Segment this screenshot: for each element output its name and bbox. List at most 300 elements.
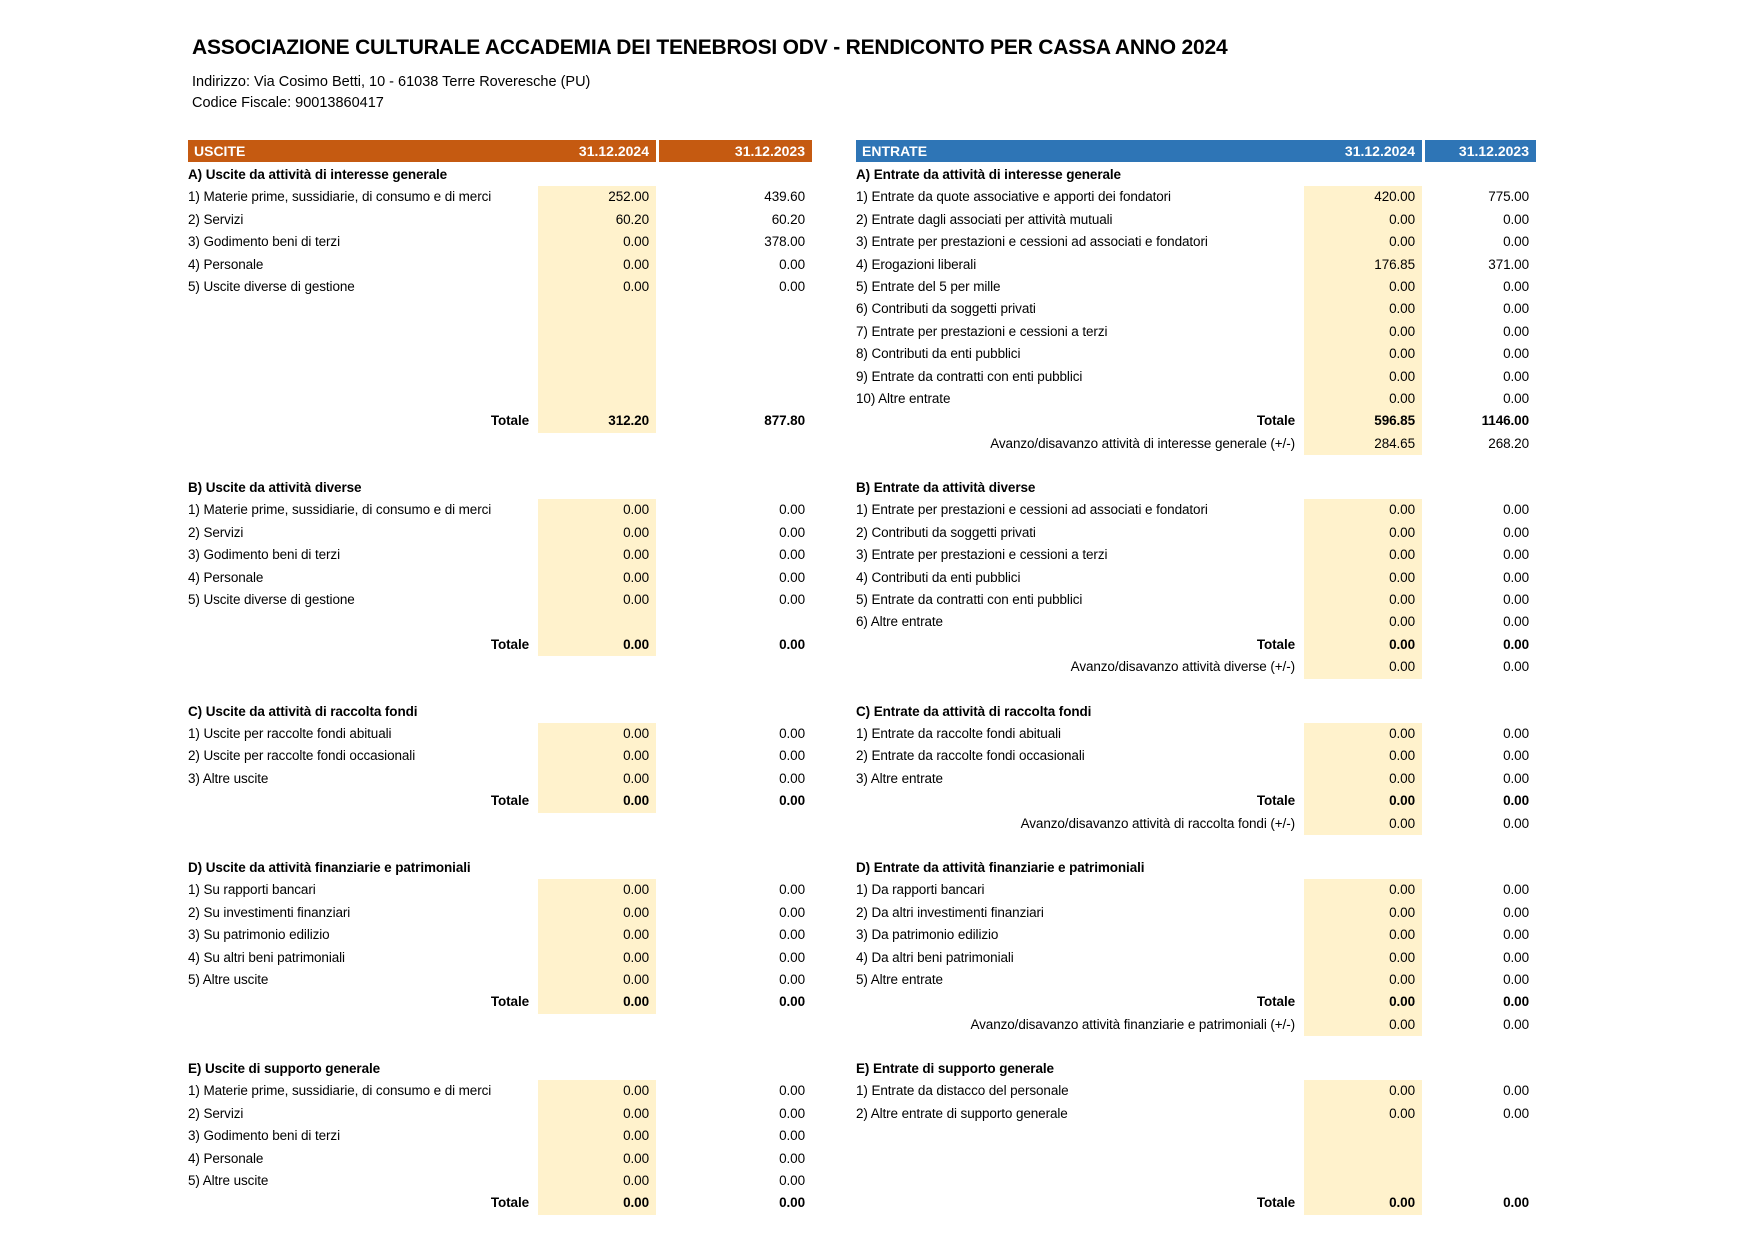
row-label [188,343,538,365]
value-2024: 0.00 [1304,991,1422,1013]
row-label: Totale [1256,413,1295,429]
uscite-header-label: USCITE [194,143,246,159]
value-2024: 0.00 [538,634,656,656]
row-label: C) Uscite da attività di raccolta fondi [188,703,418,719]
item-row [188,969,812,991]
value-2024: 0.00 [1304,947,1422,969]
value-2024: 312.20 [538,410,656,432]
row-label: 1) Entrate per prestazioni e cessioni ad associati e fondatori [856,502,1208,518]
value-2023: 0.00 [779,1173,805,1189]
item-row [188,879,812,901]
row-label: 4) Personale [188,1150,264,1166]
value-2023: 775.00 [1488,189,1529,205]
row-label: 3) Altre entrate [856,770,943,786]
value-2024: 0.00 [1304,1014,1422,1036]
value-2023 [1422,477,1536,499]
value-2023: 0.00 [1503,346,1529,362]
value-2023: 0.00 [779,1150,805,1166]
value-2023 [656,477,812,499]
value-2023: 0.00 [1503,994,1529,1010]
value-2024: 0.00 [1304,969,1422,991]
avanzo-row [856,433,1536,455]
totale-row [188,1192,812,1214]
item-row [856,745,1536,767]
value-2023: 0.00 [779,882,805,898]
row-label: Avanzo/disavanzo attività di interesse generale (+/-) [990,435,1295,451]
value-2024: 0.00 [538,879,656,901]
value-2023: 0.00 [779,524,805,540]
section-title-row [188,1058,812,1080]
value-2023: 0.00 [779,748,805,764]
value-2023: 0.00 [1503,211,1529,227]
item-row [856,321,1536,343]
row-label: Totale [490,1195,529,1211]
row-label: 4) Su altri beni patrimoniali [188,949,345,965]
value-2024: 0.00 [538,567,656,589]
row-label: 7) Entrate per prestazioni e cessioni a terzi [856,323,1108,339]
value-2023: 0.00 [779,1128,805,1144]
value-2023: 0.00 [1503,547,1529,563]
value-2024 [538,388,656,410]
value-2024: 0.00 [1304,589,1422,611]
value-2024: 0.00 [1304,723,1422,745]
item-row [188,186,812,208]
value-2023: 0.00 [1503,301,1529,317]
row-label: 5) Uscite diverse di gestione [188,592,355,608]
item-row [856,186,1536,208]
value-2023: 0.00 [1503,592,1529,608]
page-title: ASSOCIAZIONE CULTURALE ACCADEMIA DEI TENEBROSI ODV - RENDICONTO PER CASSA ANNO 2024 [192,36,1228,59]
row-label: Totale [1256,636,1295,652]
row-label: 2) Servizi [188,211,244,227]
value-2023: 0.00 [779,904,805,920]
value-2023: 0.00 [1503,390,1529,406]
row-label: 10) Altre entrate [856,390,951,406]
value-2023: 0.00 [1503,949,1529,965]
value-2024: 0.00 [1304,611,1422,633]
value-2023 [1422,1148,1536,1170]
value-2023: 378.00 [764,234,805,250]
uscite-col-2023-header: 31.12.2023 [656,140,812,162]
row-label: 1) Su rapporti bancari [188,882,316,898]
value-2024: 0.00 [538,991,656,1013]
row-label: Totale [1256,994,1295,1010]
row-label: 1) Materie prime, sussidiarie, di consumo e di merci [188,189,492,205]
value-2024: 0.00 [1304,634,1422,656]
empty-row [188,388,812,410]
value-2024: 0.00 [538,969,656,991]
value-2023 [656,1014,812,1036]
section-uscite-d [188,857,812,1036]
value-2023: 0.00 [779,547,805,563]
document-header [0,0,1754,114]
value-2024: 0.00 [538,231,656,253]
value-2024: 0.00 [538,723,656,745]
row-label: 4) Personale [188,256,264,272]
item-row [188,1125,812,1147]
totale-row [188,790,812,812]
item-row [188,254,812,276]
section-title-row [856,857,1536,879]
value-2024: 0.00 [538,544,656,566]
value-2024 [538,1014,656,1036]
row-label: E) Uscite di supporto generale [188,1061,381,1077]
row-label: 1) Uscite per raccolte fondi abituali [188,725,392,741]
row-label: 4) Personale [188,569,264,585]
item-row [188,499,812,521]
row-label: 5) Altre entrate [856,971,943,987]
section-entrate-c [856,701,1536,835]
row-label: 2) Entrate da raccolte fondi occasionali [856,748,1085,764]
value-2024: 0.00 [1304,1080,1422,1102]
totale-row [856,410,1536,432]
value-2023 [656,343,812,365]
row-label: 9) Entrate da contratti con enti pubblici [856,368,1083,384]
value-2023 [656,321,812,343]
value-2024: 0.00 [1304,567,1422,589]
section-title-row [856,164,1536,186]
value-2024: 0.00 [1304,499,1422,521]
value-2023 [656,366,812,388]
row-label: 2) Entrate dagli associati per attività mutuali [856,211,1113,227]
value-2023: 0.00 [779,1195,805,1211]
empty-row [856,1148,1536,1170]
row-label: D) Uscite da attività finanziarie e patrimoniali [188,859,471,875]
row-label: 4) Erogazioni liberali [856,256,977,272]
item-row [856,522,1536,544]
item-row [856,879,1536,901]
value-2023 [656,611,812,633]
row-label [188,388,538,410]
row-label: 1) Materie prime, sussidiarie, di consumo e di merci [188,502,492,518]
value-2023 [656,857,812,879]
value-2024: 0.00 [1304,879,1422,901]
row-label: A) Entrate da attività di interesse generale [856,167,1121,182]
value-2024: 0.00 [1304,1103,1422,1125]
value-2024: 0.00 [538,254,656,276]
value-2023: 0.00 [779,994,805,1010]
totale-row [856,1192,1536,1214]
row-label: E) Entrate di supporto generale [856,1061,1054,1077]
row-label: 2) Altre entrate di supporto generale [856,1105,1068,1121]
row-label [188,611,538,633]
item-row [188,1103,812,1125]
row-label: Avanzo/disavanzo attività finanziarie e patrimoniali (+/-) [970,1016,1295,1032]
value-2024: 0.00 [538,1125,656,1147]
value-2024: 0.00 [1304,790,1422,812]
value-2024: 0.00 [1304,388,1422,410]
value-2024: 0.00 [1304,745,1422,767]
value-2023: 0.00 [1503,659,1529,675]
row-label: 5) Altre uscite [188,971,269,987]
item-row [856,343,1536,365]
value-2024: 0.00 [538,768,656,790]
value-2024 [1304,701,1422,723]
row-label [188,298,538,320]
item-row [188,1080,812,1102]
section-entrate-e [856,1058,1536,1215]
row-label: Totale [490,636,529,652]
value-2023: 877.80 [764,413,805,429]
value-2023: 0.00 [1503,1195,1529,1211]
value-2024 [538,701,656,723]
row-label: 5) Entrate del 5 per mille [856,278,1001,294]
row-label: 8) Contributi da enti pubblici [856,346,1021,362]
address-line: Indirizzo: Via Cosimo Betti, 10 - 61038 Terre Roveresche (PU) [192,74,591,90]
spacer-row [188,1014,812,1036]
item-row [856,768,1536,790]
value-2023 [656,433,812,455]
row-label: 6) Contributi da soggetti privati [856,301,1036,317]
avanzo-row [856,1014,1536,1036]
entrate-sections [856,164,1536,1215]
value-2023: 0.00 [1503,1083,1529,1099]
value-2024: 0.00 [1304,231,1422,253]
row-label: Totale [1256,793,1295,809]
totale-row [188,410,812,432]
value-2023: 0.00 [779,592,805,608]
value-2024: 0.00 [1304,656,1422,678]
value-2024 [538,477,656,499]
value-2024 [538,343,656,365]
row-label: A) Uscite da attività di interesse generale [188,167,448,182]
row-label: 1) Entrate da quote associative e apporti dei fondatori [856,189,1171,205]
value-2023 [1422,857,1536,879]
item-row [188,544,812,566]
item-row [856,544,1536,566]
value-2024: 176.85 [1304,254,1422,276]
row-label: Totale [490,793,529,809]
row-label: 2) Servizi [188,1105,244,1121]
empty-row [188,343,812,365]
value-2023: 0.00 [1503,234,1529,250]
value-2024 [538,433,656,455]
item-row [856,499,1536,521]
row-label: Totale [1256,1195,1295,1211]
value-2024: 0.00 [538,745,656,767]
row-label: 1) Entrate da distacco del personale [856,1083,1069,1099]
row-label [188,1014,538,1036]
value-2023: 0.00 [1503,770,1529,786]
value-2024 [1304,857,1422,879]
value-2024: 0.00 [538,589,656,611]
item-row [188,768,812,790]
section-uscite-e [188,1058,812,1215]
value-2023: 0.00 [779,971,805,987]
value-2023: 0.00 [1503,927,1529,943]
entrate-header-label: ENTRATE [862,143,928,159]
empty-row [856,1125,1536,1147]
item-row [188,1170,812,1192]
item-row [856,1080,1536,1102]
row-label: 2) Servizi [188,524,244,540]
row-label: 3) Da patrimonio edilizio [856,927,999,943]
row-label: 2) Su investimenti finanziari [188,904,351,920]
row-label: 3) Godimento beni di terzi [188,234,340,250]
item-row [856,231,1536,253]
value-2024: 0.00 [538,522,656,544]
spacer-row [188,656,812,678]
value-2024 [538,298,656,320]
value-2024: 0.00 [1304,1192,1422,1214]
value-2024: 0.00 [538,1192,656,1214]
value-2023: 0.00 [1503,725,1529,741]
value-2023: 0.00 [779,502,805,518]
value-2024: 596.85 [1304,410,1422,432]
row-label: Avanzo/disavanzo attività di raccolta fondi (+/-) [1020,815,1295,831]
row-label: B) Uscite da attività diverse [188,480,362,496]
value-2023: 0.00 [779,725,805,741]
totale-row [856,991,1536,1013]
empty-row [188,321,812,343]
uscite-header-bar [188,140,812,162]
value-2024: 284.65 [1304,433,1422,455]
avanzo-row [856,656,1536,678]
value-2023 [1422,1170,1536,1192]
row-label [856,1148,1304,1170]
section-title-row [188,857,812,879]
row-label: 6) Altre entrate [856,614,943,630]
value-2024 [538,321,656,343]
totale-row [856,634,1536,656]
value-2023: 1146.00 [1481,413,1529,429]
spacer-row [188,433,812,455]
value-2023 [656,656,812,678]
value-2024: 60.20 [538,209,656,231]
entrate-header-bar [856,140,1536,162]
value-2023: 0.00 [1503,502,1529,518]
section-entrate-d [856,857,1536,1036]
value-2024: 0.00 [1304,298,1422,320]
item-row [856,969,1536,991]
row-label: Totale [490,413,529,429]
value-2024 [538,656,656,678]
item-row [188,745,812,767]
value-2023: 0.00 [1503,323,1529,339]
value-2023: 0.00 [779,1105,805,1121]
item-row [188,522,812,544]
row-label: 1) Da rapporti bancari [856,882,985,898]
row-label: 4) Da altri beni patrimoniali [856,949,1014,965]
row-label: 3) Entrate per prestazioni e cessioni a terzi [856,547,1108,563]
section-title-row [856,1058,1536,1080]
value-2023 [656,701,812,723]
item-row [856,611,1536,633]
row-label [188,433,538,455]
value-2023: 0.00 [1503,636,1529,652]
row-label: 1) Materie prime, sussidiarie, di consumo e di merci [188,1083,492,1099]
value-2023: 60.20 [771,211,805,227]
value-2023: 0.00 [1503,524,1529,540]
value-2023 [656,388,812,410]
value-2023: 0.00 [779,770,805,786]
uscite-col-2024-header: 31.12.2024 [578,143,649,159]
value-2023 [1422,1058,1536,1080]
value-2023: 0.00 [1503,882,1529,898]
value-2024: 0.00 [1304,544,1422,566]
value-2023: 0.00 [1503,569,1529,585]
value-2023: 0.00 [779,927,805,943]
item-row [188,276,812,298]
value-2023: 0.00 [1503,614,1529,630]
row-label: 3) Su patrimonio edilizio [188,927,330,943]
item-row [188,723,812,745]
item-row [856,298,1536,320]
value-2024: 0.00 [538,902,656,924]
row-label: B) Entrate da attività diverse [856,480,1036,496]
row-label: 1) Entrate da raccolte fondi abituali [856,725,1061,741]
tables-area [188,140,1754,1237]
value-2023: 0.00 [1503,1016,1529,1032]
section-title-row [188,164,812,186]
row-label: 2) Contributi da soggetti privati [856,524,1036,540]
value-2024 [538,857,656,879]
item-row [856,567,1536,589]
value-2023: 0.00 [779,1083,805,1099]
row-label: 3) Altre uscite [188,770,269,786]
value-2024: 252.00 [538,186,656,208]
value-2024 [1304,1170,1422,1192]
item-row [188,209,812,231]
item-row [856,947,1536,969]
item-row [188,589,812,611]
value-2024: 0.00 [538,1103,656,1125]
value-2024: 0.00 [1304,321,1422,343]
row-label: D) Entrate da attività finanziarie e patrimoniali [856,859,1145,875]
avanzo-row [856,813,1536,835]
value-2023: 0.00 [779,949,805,965]
value-2024: 0.00 [538,276,656,298]
value-2023: 0.00 [1503,971,1529,987]
section-title-row [188,477,812,499]
value-2024: 0.00 [538,947,656,969]
value-2024: 420.00 [1304,186,1422,208]
value-2024 [1304,477,1422,499]
row-label: C) Entrate da attività di raccolta fondi [856,703,1092,719]
value-2024: 0.00 [538,924,656,946]
value-2024 [1304,164,1422,186]
totale-row [856,790,1536,812]
row-label [188,321,538,343]
uscite-table [188,140,812,1237]
value-2023: 0.00 [1503,815,1529,831]
value-2024 [1304,1058,1422,1080]
row-label: 5) Uscite diverse di gestione [188,278,355,294]
item-row [188,231,812,253]
value-2024: 0.00 [538,790,656,812]
totale-row [188,634,812,656]
value-2023: 371.00 [1488,256,1529,272]
item-row [856,276,1536,298]
section-entrate-b [856,477,1536,679]
entrate-col-2024-header: 31.12.2024 [1344,143,1415,159]
row-label: 4) Contributi da enti pubblici [856,569,1021,585]
item-row [188,924,812,946]
row-label [188,366,538,388]
totale-row [188,991,812,1013]
item-row [188,1148,812,1170]
value-2024 [538,366,656,388]
section-title-row [856,701,1536,723]
row-label: 5) Altre uscite [188,1173,269,1189]
value-2024 [538,164,656,186]
value-2023: 0.00 [1503,368,1529,384]
row-label: Totale [490,994,529,1010]
value-2024: 0.00 [1304,813,1422,835]
item-row [856,723,1536,745]
value-2023: 268.20 [1488,435,1529,451]
row-label: 2) Da altri investimenti finanziari [856,904,1044,920]
